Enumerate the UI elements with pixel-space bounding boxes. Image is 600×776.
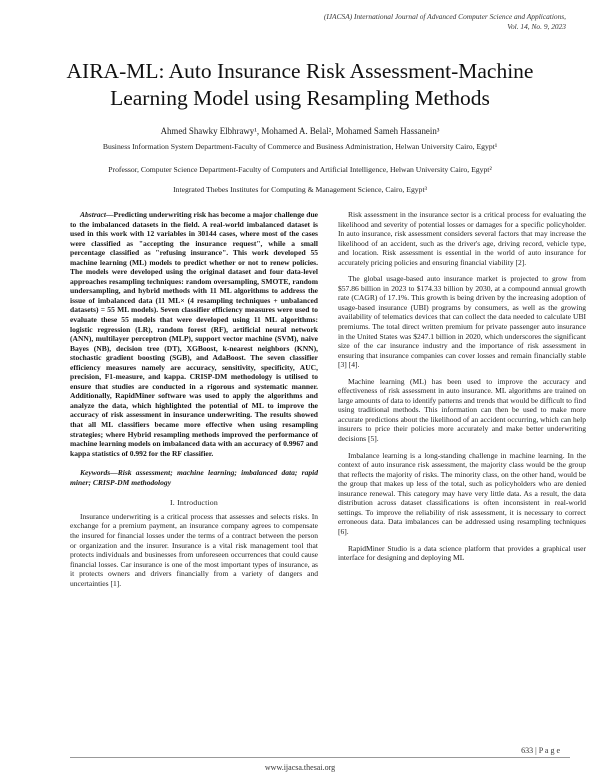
author-list: Ahmed Shawky Elbhrawy¹, Mohamed A. Belal², Mohamed Sameh Hassanein³ [160, 126, 440, 136]
journal-website: www.ijacsa.thesai.org [264, 763, 336, 772]
right-column [338, 210, 586, 570]
keywords: Keywords—Risk assessment; machine learning; imbalanced data; rapid miner; CRISP-DM methodology [70, 468, 318, 487]
paragraph: Risk assessment in the insurance sector is a critical process for evaluating the likelihood and severity of potential losses or damages for a specific policyholder. In auto insurance, risk assessment considers several factors that may increase the likelihood of an accident, such as the driver's age, driving record, vehicle type, and location. Risk assessment is essential in the world of auto insurance for accurately pricing policies and ensuring financial viability [2]. [338, 210, 586, 267]
abstract [70, 210, 318, 458]
affiliation-2: Professor, Computer Science Department-Faculty of Computers and Artificial Intelligence, Helwan University Cairo, Egypt² [108, 165, 492, 174]
paragraph: Imbalance learning is a long-standing challenge in machine learning. In the context of auto insurance risk assessment, the majority class would be the group that reflects the majority of risks. The minority class, on the other hand, would be the group that makes up less of the total, such as policyholders who are denied insurance renewal. This category may have very little data. As a result, the data distribution across dataset classifications is often inconsistent in real-world settings. To improve the reliability of risk assessment, it is necessary to correct erroneous data. Data imbalances can be addressed using resampling techniques [6]. [338, 450, 586, 536]
journal-header-line1: (IJACSA) International Journal of Advanced Computer Science and Applications, [323, 12, 566, 21]
left-column [70, 210, 318, 595]
journal-header-line2: Vol. 14, No. 9, 2023 [507, 21, 566, 31]
journal-header [246, 12, 566, 31]
affiliation-3: Integrated Thebes Institutes for Computing & Management Science, Cairo, Egypt³ [173, 185, 427, 194]
footer-divider [70, 757, 570, 758]
abstract-lead: Abstract— [80, 210, 114, 219]
abstract-text: Predicting underwriting risk has become a major challenge due to the imbalanced datasets in the field. A real-world imbalanced dataset is used in this work with 12 variables in 30144 cases, where most of the cases were classified as "accepting the insurance request", while a small percentage classified as "refusing insurance". This work developed 55 machine learning (ML) models to predict whether or not to renew policies. The models were developed using the original dataset and four data-level approaches resampling techniques: random oversampling, SMOTE, random undersampling, and hybrid methods with 11 ML algorithms to address the issue of imbalanced data (11 ML× (4 resampling techniques + unbalanced datasets) = 55 ML models). Seven classifier efficiency measures were used to evaluate these 55 models that were developed using 11 ML algorithms: logistic regression (LR), random forest (RF), artificial neural network (ANN), multilayer perceptron (MLP), support vector machine (SVM), naive Bayes (NB), decision tree (DT), XGBoost, k-nearest neighbors (KNN), stochastic gradient boosting (SGB), and AdaBoost. The seven classifier efficiency measures namely are accuracy, sensitivity, specificity, AUC, precision, F1-measure, and kappa. CRISP-DM methodology is utilised to ensure that studies are conducted in a rigorous and systematic manner. Additionally, RapidMiner software was used to apply the algorithms and analyze the data, which highlighted the potential of ML to improve the accuracy of risk assessment in insurance underwriting. The results showed that all ML classifiers became more effective when using resampling strategies; where Hybrid resampling methods improved the performance of machine learning models on imbalanced data with an accuracy of 0.9967 and kappa statistics of 0.992 for the RF classifier. [70, 210, 318, 458]
paragraph: Insurance underwriting is a critical process that assesses and selects risks. In exchange for a premium payment, an insurance company agrees to compensate the insured for financial losses under the terms of a contract between the person or organization and the insurer. Insurance is a vital risk management tool that protects individuals and businesses from unforeseen occurrences that could cause financial losses. Car insurance is one of the most important types of insurance, as it protects owners and drivers financially from a variety of dangers and uncertainties [1]. [70, 511, 318, 588]
paragraph: The global usage-based auto insurance market is projected to grow from $57.86 billion in 2023 to $174.33 billion by 2030, at a compound annual growth rate (CAGR) of 17.1%. This growth is being driven by the increasing adoption of usage-based insurance (UBI) programs by consumers, as well as the growing availability of telematics devices that can collect the data needed to calculate UBI premiums. The total direct written premium for private passenger auto insurance in the United States was $247.1 billion in 2020, which underscores the significant size of the car insurance industry and the importance of risk assessment in ensuring that insurance companies can cover losses and remain financially stable [3] [4]. [338, 274, 586, 370]
page-number: 633 | P a g e [521, 746, 560, 755]
paper-title: AIRA-ML: Auto Insurance Risk Assessment-Machine Learning Model using Resampling Methods [66, 59, 534, 110]
section-heading-introduction: I. Introduction [169, 498, 219, 508]
affiliation-1: Business Information System Department-Faculty of Commerce and Business Administration, Helwan University Cairo, Egypt¹ [102, 142, 498, 151]
paragraph: Machine learning (ML) has been used to improve the accuracy and effectiveness of risk assessment in auto insurance. ML algorithms are trained on large amounts of data to identify patterns and trends that would be difficult to find using traditional methods. This information can then be used to make more accurate predictions about the likelihood of an accident occurring, which can help insurers to price their policies more accurately and make better underwriting decisions [5]. [338, 376, 586, 444]
paragraph: RapidMiner Studio is a data science platform that provides a graphical user interface for designing and deploying ML [338, 543, 586, 563]
